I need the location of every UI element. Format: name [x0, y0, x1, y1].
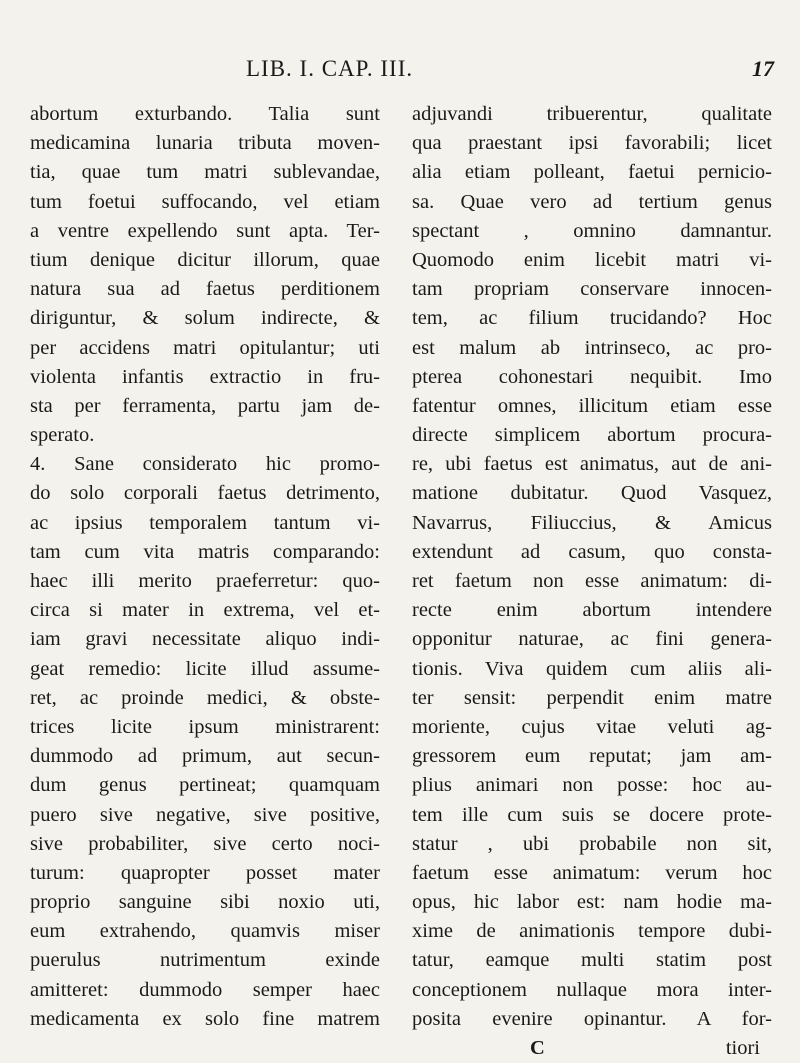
text-line: amitteret: dummodo semper haec: [30, 978, 380, 1001]
text-line: medicamenta ex solo fine matrem: [30, 1007, 380, 1030]
text-line: abortum exturbando. Talia sunt: [30, 103, 380, 125]
text-line: tem, ac filium trucidando? Hoc: [412, 307, 772, 330]
text-line: do solo corporali faetus detrimento,: [30, 482, 380, 505]
text-line: recte enim abortum intendere: [412, 599, 772, 622]
text-line: adjuvandi tribuerentur, qualitate: [412, 103, 772, 125]
signature-mark: C: [530, 1037, 545, 1059]
text-line: a ventre expellendo sunt apta. Ter-: [30, 219, 380, 242]
text-line: statur , ubi probabile non sit,: [412, 832, 772, 855]
text-line: geat remedio: licite illud assume-: [30, 657, 380, 680]
text-line: tem ille cum suis se docere prote-: [412, 803, 772, 826]
text-line: sta per ferramenta, partu jam de-: [30, 394, 380, 417]
text-line: eum extrahendo, quamvis miser: [30, 920, 380, 943]
text-line: sive probabiliter, sive certo noci-: [30, 832, 380, 855]
text-line: gressorem eum reputat; jam am-: [412, 745, 772, 768]
text-line: posita evenire opinantur. A for-: [412, 1007, 772, 1030]
page-header: [0, 50, 800, 90]
text-line: ret, ac proinde medici, & obste-: [30, 686, 380, 709]
text-line: tam propriam conservare innocen-: [412, 278, 772, 301]
catchword: tiori: [725, 1037, 760, 1059]
left-column: [30, 100, 380, 1034]
text-line: proprio sanguine sibi noxio uti,: [30, 891, 380, 914]
text-line: 4. Sane considerato hic promo-: [30, 453, 380, 476]
text-line: circa si mater in extrema, vel et-: [30, 599, 380, 622]
text-line: dummodo ad primum, aut secun-: [30, 745, 380, 768]
text-line: tia, quae tum matri sublevandae,: [30, 161, 380, 184]
text-line: ac ipsius temporalem tantum vi-: [30, 511, 380, 534]
text-line: diriguntur, & solum indirecte, &: [30, 307, 380, 330]
text-line: dum genus pertineat; quamquam: [30, 774, 380, 797]
text-line: opponitur naturae, ac fini genera-: [412, 628, 772, 651]
text-line: fatentur omnes, illicitum etiam esse: [412, 394, 772, 417]
text-line: directe simplicem abortum procura-: [412, 424, 772, 447]
right-column: [412, 100, 772, 1063]
catchword-row: [412, 1034, 772, 1063]
text-line: plius animari non posse: hoc au-: [412, 774, 772, 797]
text-line: pterea cohonestari nequibit. Imo: [412, 365, 772, 388]
page-number: 17: [752, 56, 774, 81]
text-line: violenta infantis extractio in fru-: [30, 365, 380, 388]
text-line: est malum ab intrinseco, ac pro-: [412, 336, 772, 359]
text-line: re, ubi faetus est animatus, aut de ani-: [412, 453, 772, 476]
text-line: tium denique dicitur illorum, quae: [30, 248, 380, 271]
text-line: trices licite ipsum ministrarent:: [30, 715, 380, 738]
text-line: alia etiam polleant, faetui pernicio-: [412, 161, 772, 184]
text-line: Navarrus, Filiuccius, & Amicus: [412, 511, 772, 534]
text-line: faetum esse animatum: verum hoc: [412, 861, 772, 884]
text-line: tionis. Viva quidem cum aliis ali-: [412, 657, 772, 680]
text-line: medicamina lunaria tributa moven-: [30, 132, 380, 155]
text-line: sa. Quae vero ad tertium genus: [412, 190, 772, 213]
text-line: ret faetum non esse animatum: di-: [412, 570, 772, 592]
text-line: haec illi merito praeferretur: quo-: [30, 570, 380, 592]
text-line: conceptionem nullaque mora inter-: [412, 978, 772, 1001]
text-line: puero sive negative, sive positive,: [30, 803, 380, 826]
text-line: extendunt ad casum, quo consta-: [412, 540, 772, 563]
text-line: qua praestant ipsi favorabili; licet: [412, 132, 772, 155]
text-line: natura sua ad faetus perditionem: [30, 278, 380, 301]
text-line: tum foetui suffocando, vel etiam: [30, 190, 380, 213]
text-line: matione dubitatur. Quod Vasquez,: [412, 482, 772, 505]
text-line: tatur, eamque multi statim post: [412, 949, 772, 972]
text-line: sperato.: [30, 424, 95, 447]
text-line: spectant , omnino damnantur.: [412, 219, 772, 242]
text-line: Quomodo enim licebit matri vi-: [412, 248, 772, 271]
running-head: LIB. I. CAP. III.: [246, 56, 414, 81]
text-line: puerulus nutrimentum exinde: [30, 949, 380, 972]
text-line: opus, hic labor est: nam hodie ma-: [412, 891, 772, 914]
text-line: moriente, cujus vitae veluti ag-: [412, 715, 772, 738]
text-line: turum: quapropter posset mater: [30, 861, 380, 884]
text-line: ter sensit: perpendit enim matre: [412, 686, 772, 709]
text-line: per accidens matri opitulantur; uti: [30, 336, 380, 359]
text-line: xime de animationis tempore dubi-: [412, 920, 772, 943]
text-line: tam cum vita matris comparando:: [30, 540, 380, 563]
text-line: iam gravi necessitate aliquo indi-: [30, 628, 380, 651]
